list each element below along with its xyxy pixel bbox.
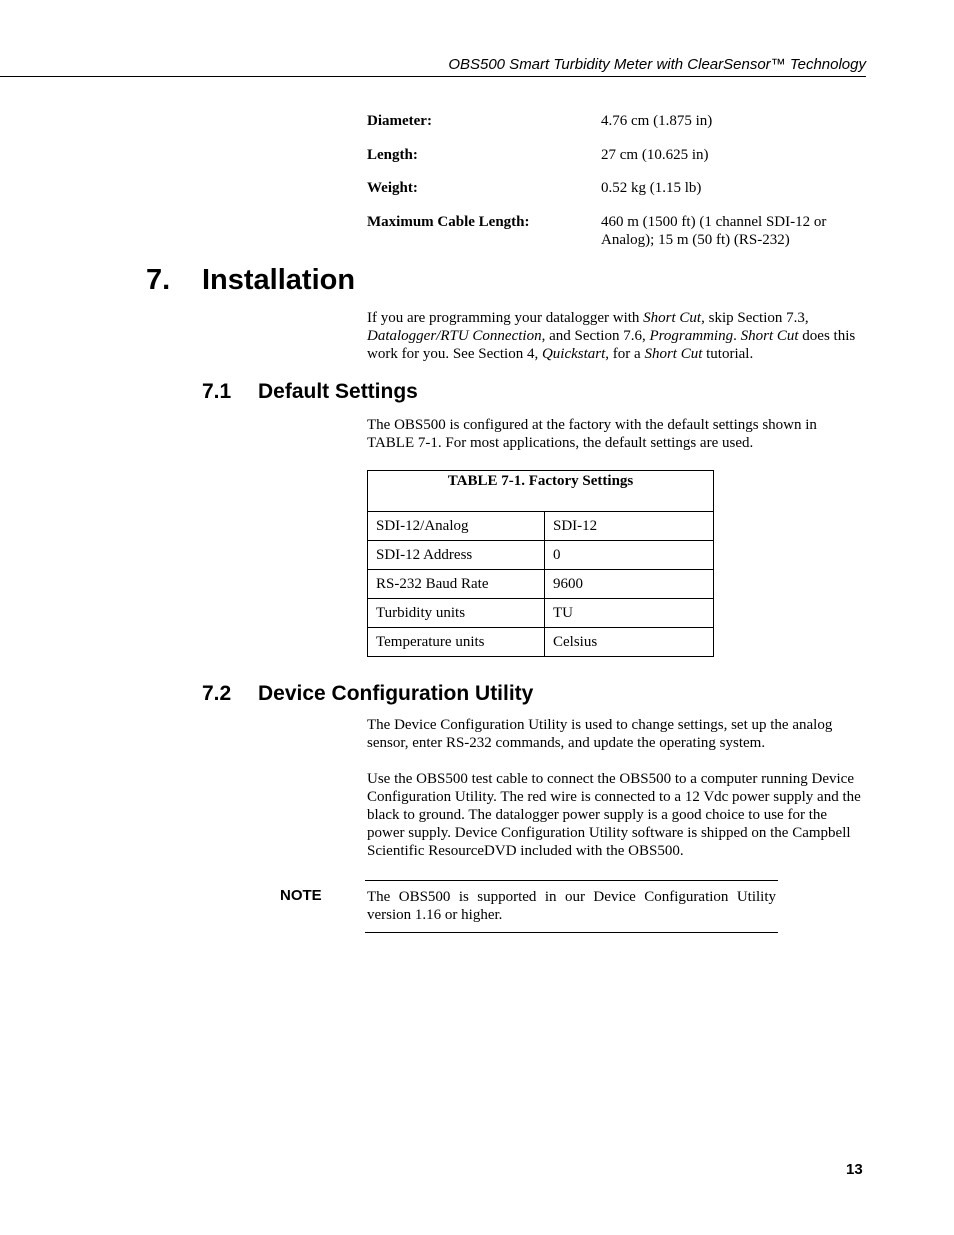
table-caption-row [368, 471, 714, 512]
intro-ref: Short Cut [740, 328, 799, 344]
table-row [368, 599, 714, 628]
note-label: NOTE [280, 887, 322, 904]
intro-text: tutorial. [702, 346, 754, 362]
intro-ref: Short Cut [643, 310, 702, 326]
note-rule-top [365, 880, 778, 881]
section-number: 7.2 [202, 682, 232, 705]
page-number: 13 [846, 1161, 863, 1178]
section-heading-installation [146, 264, 355, 297]
table-cell-value: 0 [545, 541, 714, 570]
section-title: Default Settings [258, 380, 418, 403]
factory-settings-table [367, 470, 714, 657]
table-cell-setting: SDI-12/Analog [368, 512, 545, 541]
table-cell-value: TU [545, 599, 714, 628]
header-rule [0, 76, 866, 77]
intro-ref: Programming [649, 328, 734, 344]
intro-text: , for a [605, 346, 645, 362]
table-row [368, 512, 714, 541]
table-cell-setting: Temperature units [368, 628, 545, 657]
installation-intro [367, 309, 863, 363]
spec-value: 27 cm (10.625 in) [601, 147, 709, 163]
running-header: OBS500 Smart Turbidity Meter with ClearSensor™ Technology [448, 56, 866, 73]
note-rule-bottom [365, 932, 778, 933]
table-cell-setting: Turbidity units [368, 599, 545, 628]
note-text: The OBS500 is supported in our Device Configuration Utility version 1.16 or higher. [367, 889, 776, 923]
section-title: Installation [202, 264, 356, 296]
intro-ref: Quickstart [541, 346, 606, 362]
table-row [368, 541, 714, 570]
table-caption: TABLE 7-1. Factory Settings [368, 471, 714, 512]
intro-text: , skip Section 7.3, [701, 310, 809, 326]
spec-label: Diameter: [367, 113, 432, 129]
intro-text: . [733, 328, 741, 344]
section-heading-device-config-utility [202, 682, 533, 706]
intro-ref: Short Cut [644, 346, 703, 362]
table-cell-value: SDI-12 [545, 512, 714, 541]
table-row [368, 628, 714, 657]
intro-text: If you are programming your datalogger with [367, 310, 644, 326]
intro-ref: Datalogger/RTU Connection [367, 328, 542, 344]
spec-label: Length: [367, 147, 418, 163]
spec-label: Weight: [367, 180, 418, 196]
spec-value: 460 m (1500 ft) (1 channel SDI-12 or Analog); 15 m (50 ft) (RS-232) [601, 214, 827, 248]
table-cell-setting: SDI-12 Address [368, 541, 545, 570]
table-cell-value: Celsius [545, 628, 714, 657]
intro-text: , and Section 7.6, [541, 328, 650, 344]
spec-value: 0.52 kg (1.15 lb) [601, 180, 702, 196]
spec-label: Maximum Cable Length: [367, 214, 530, 230]
section-number: 7. [146, 264, 171, 296]
spec-value: 4.76 cm (1.875 in) [601, 113, 713, 129]
section-title: Device Configuration Utility [258, 682, 534, 705]
section-number: 7.1 [202, 380, 232, 403]
table-cell-setting: RS-232 Baud Rate [368, 570, 545, 599]
device-config-paragraph-2: Use the OBS500 test cable to connect the OBS500 to a computer running Device Configuration Utility. The red wire is connected to a 12 Vdc power supply and the black to ground. The datalogger power supply is a good choice to use for the power supply. Device Configuration Utility software is shipped on the Campbell Scientific ResourceDVD included with the OBS500. [367, 771, 861, 859]
section-heading-default-settings [202, 380, 418, 404]
table-cell-value: 9600 [545, 570, 714, 599]
device-config-paragraph-1: The Device Configuration Utility is used to change settings, set up the analog sensor, enter RS-232 commands, and update the operating system. [367, 717, 833, 751]
intro-text: does this work for you. See Section 4, [367, 328, 856, 362]
table-row [368, 570, 714, 599]
default-settings-body: The OBS500 is configured at the factory with the default settings shown in TABLE 7-1. For most applications, the default settings are used. [367, 417, 817, 451]
